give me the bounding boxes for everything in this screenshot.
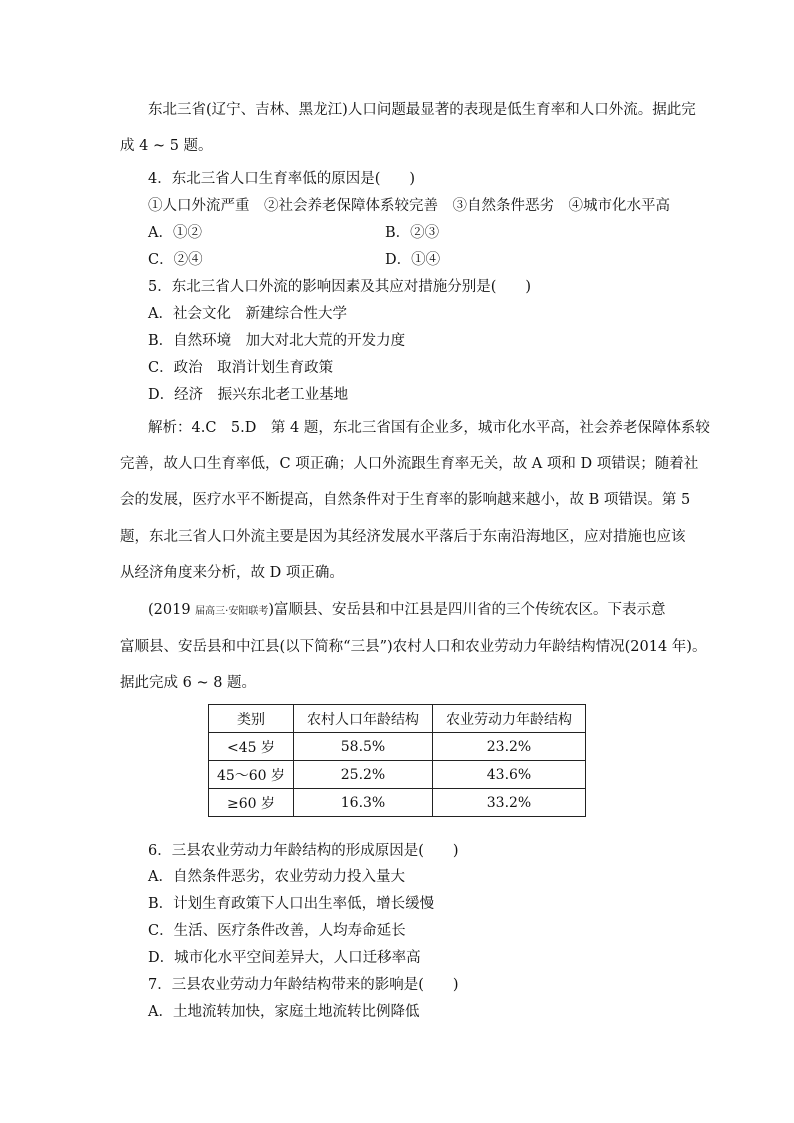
age-structure-table	[208, 704, 586, 817]
table-cell: 58.5%	[294, 733, 433, 761]
question-4-option-a: A．①②	[148, 225, 202, 241]
intro2-source: 届高三·安阳联考	[195, 606, 269, 617]
table-header-row	[209, 705, 586, 733]
table-row	[209, 733, 586, 761]
table-header-cell: 农业劳动力年龄结构	[433, 705, 586, 733]
question-4-stem: 4．东北三省人口生育率低的原因是( )	[148, 171, 416, 187]
intro2-line-2: 富顺县、安岳县和中江县(以下简称“三县”)农村人口和农业劳动力年龄结构情况(2014 年)。	[120, 639, 707, 655]
analysis-line-1: 解析：4.C 5.D 第 4 题，东北三省国有企业多，城市化水平高，社会养老保障体系较	[148, 420, 710, 436]
table-row	[209, 789, 586, 817]
question-4-option-d: D．①④	[385, 252, 441, 268]
table-cell: <45 岁	[209, 733, 294, 761]
intro2-line-1	[148, 600, 666, 622]
table-cell: 43.6%	[433, 761, 586, 789]
analysis-line-3: 会的发展，医疗水平不断提高，自然条件对于生育率的影响越来越小，故 B 项错误。第 5	[120, 492, 691, 508]
question-5-option-c: C．政治 取消计划生育政策	[148, 360, 334, 376]
question-6-option-c: C．生活、医疗条件改善，人均寿命延长	[148, 923, 406, 939]
question-7-option-a: A．土地流转加快，家庭土地流转比例降低	[148, 1004, 420, 1020]
analysis-line-2: 完善，故人口生育率低，C 项正确；人口外流跟生育率无关，故 A 项和 D 项错误；随着社	[120, 456, 699, 472]
intro2-line-3: 据此完成 6 ~ 8 题。	[120, 675, 257, 691]
question-6-stem: 6．三县农业劳动力年龄结构的形成原因是( )	[148, 843, 459, 859]
intro-line-2: 成 4 ~ 5 题。	[120, 138, 213, 154]
analysis-line-4: 题，东北三省人口外流主要是因为其经济发展水平落后于东南沿海地区，应对措施也应该	[120, 529, 686, 545]
question-6-option-b: B．计划生育政策下人口出生率低，增长缓慢	[148, 896, 435, 912]
question-5-option-d: D．经济 振兴东北老工业基地	[148, 387, 349, 403]
question-5-option-a: A．社会文化 新建综合性大学	[148, 306, 347, 322]
table-header-cell: 类别	[209, 705, 294, 733]
analysis-line-5: 从经济角度来分析，故 D 项正确。	[120, 565, 344, 581]
table-cell: 25.2%	[294, 761, 433, 789]
question-4-option-b: B．②③	[385, 225, 440, 241]
table-row	[209, 761, 586, 789]
question-5-stem: 5．东北三省人口外流的影响因素及其应对措施分别是( )	[148, 279, 532, 295]
table-cell: ≥60 岁	[209, 789, 294, 817]
intro-line-1: 东北三省(辽宁、吉林、黑龙江)人口问题最显著的表现是低生育率和人口外流。据此完	[148, 102, 696, 118]
question-4-option-c: C．②④	[148, 252, 203, 268]
question-6-option-d: D．城市化水平空间差异大，人口迁移率高	[148, 950, 421, 966]
table-cell: 45～60 岁	[209, 761, 294, 789]
table-header-cell: 农村人口年龄结构	[294, 705, 433, 733]
question-5-option-b: B．自然环境 加大对北大荒的开发力度	[148, 333, 406, 349]
intro2-line-1-rest: )富顺县、安岳县和中江县是四川省的三个传统农区。下表示意	[268, 602, 666, 618]
question-6-option-a: A．自然条件恶劣，农业劳动力投入量大	[148, 869, 405, 885]
table-cell: 33.2%	[433, 789, 586, 817]
question-4-items: ①人口外流严重 ②社会养老保障体系较完善 ③自然条件恶劣 ④城市化水平高	[148, 198, 670, 214]
table-cell: 23.2%	[433, 733, 586, 761]
intro2-year: (2019	[148, 602, 196, 618]
question-7-stem: 7．三县农业劳动力年龄结构带来的影响是( )	[148, 977, 459, 993]
table-cell: 16.3%	[294, 789, 433, 817]
